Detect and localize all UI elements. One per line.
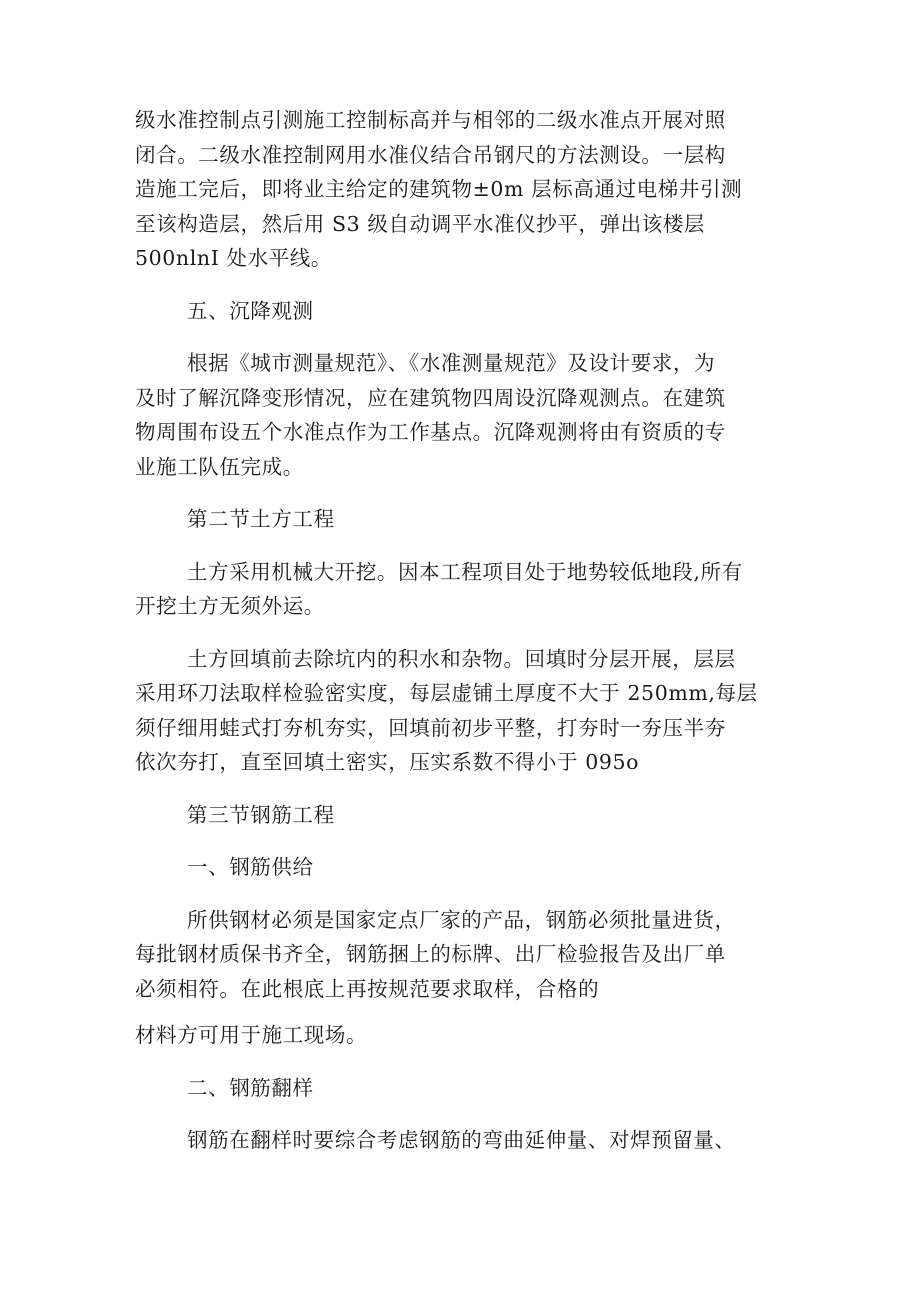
heading-settlement-observation	[135, 294, 787, 329]
text-line: 土方采用机械大开挖。因本工程项目处于地势较低地段,所有	[187, 559, 743, 584]
text-line: 及时了解沉降变形情况，应在建筑物四周设沉降观测点。在建筑	[135, 385, 726, 410]
heading-text: 第三节钢筋工程	[187, 802, 335, 827]
text-line: 所供钢材必须是国家定点厂家的产品，钢筋必须批量进货，	[187, 907, 736, 932]
text-line: 须仔细用蛙式打夯机夯实，回填前初步平整，打夯时一夯压半夯	[135, 715, 726, 740]
paragraph-rebar-supply	[135, 903, 787, 1007]
text-line: 闭合。二级水准控制网用水准仪结合吊钢尺的方法测设。一层构	[135, 142, 726, 167]
heading-text: 一、钢筋供给	[187, 855, 314, 879]
text-line: 依次夯打，直至回填土密实，压实系数不得小于 095o	[135, 750, 640, 774]
text-line: 造施工完后，即将业主给定的建筑物±0m 层标高通过电梯井引测	[135, 177, 743, 201]
text-line: 每批钢材质保书齐全，钢筋捆上的标牌、出厂检验报告及出厂单	[135, 942, 726, 966]
text-line: 业施工队伍完成。	[135, 454, 304, 479]
text-line: 开挖土方无须外运。	[135, 594, 325, 618]
heading-rebar-section	[135, 798, 787, 833]
text-line: 至该构造层，然后用 S3 级自动调平水准仪抄平，弹出该楼层	[135, 211, 706, 236]
heading-rebar-supply	[135, 850, 787, 885]
text-line: 采用环刀法取样检验密实度，每层虚铺土厚度不大于 250mm,每层	[135, 681, 758, 705]
text-line: 级水准控制点引测施工控制标高并与相邻的二级水准点开展对照	[135, 108, 726, 132]
paragraph-rebar-layout	[135, 1123, 787, 1158]
text-line: 500nlnI 处水平线。	[135, 246, 333, 270]
text-line: 根据《城市测量规范》、《水准测量规范》及设计要求，为	[187, 351, 716, 375]
document-page	[135, 103, 787, 1158]
heading-earthwork-section	[135, 502, 787, 537]
heading-rebar-layout	[135, 1071, 787, 1106]
paragraph-excavation	[135, 555, 787, 624]
paragraph-settlement	[135, 346, 787, 484]
text-line: 必须相符。在此根底上再按规范要求取样，合格的	[135, 976, 600, 1001]
heading-text: 二、钢筋翻样	[187, 1075, 314, 1100]
paragraph-material-usage	[135, 1018, 787, 1053]
text-line: 钢筋在翻样时要综合考虑钢筋的弯曲延伸量、对焊预留量、	[187, 1128, 736, 1152]
heading-text: 五、沉降观测	[187, 298, 314, 323]
text-line: 土方回填前去除坑内的积水和杂物。回填时分层开展，层层	[187, 646, 736, 671]
text-line: 物周围布设五个水准点作为工作基点。沉降观测将由有资质的专	[135, 420, 726, 444]
paragraph-backfill	[135, 642, 787, 780]
paragraph-leveling-control	[135, 103, 787, 276]
heading-text: 第二节土方工程	[187, 507, 335, 531]
text-line: 材料方可用于施工现场。	[135, 1023, 368, 1047]
